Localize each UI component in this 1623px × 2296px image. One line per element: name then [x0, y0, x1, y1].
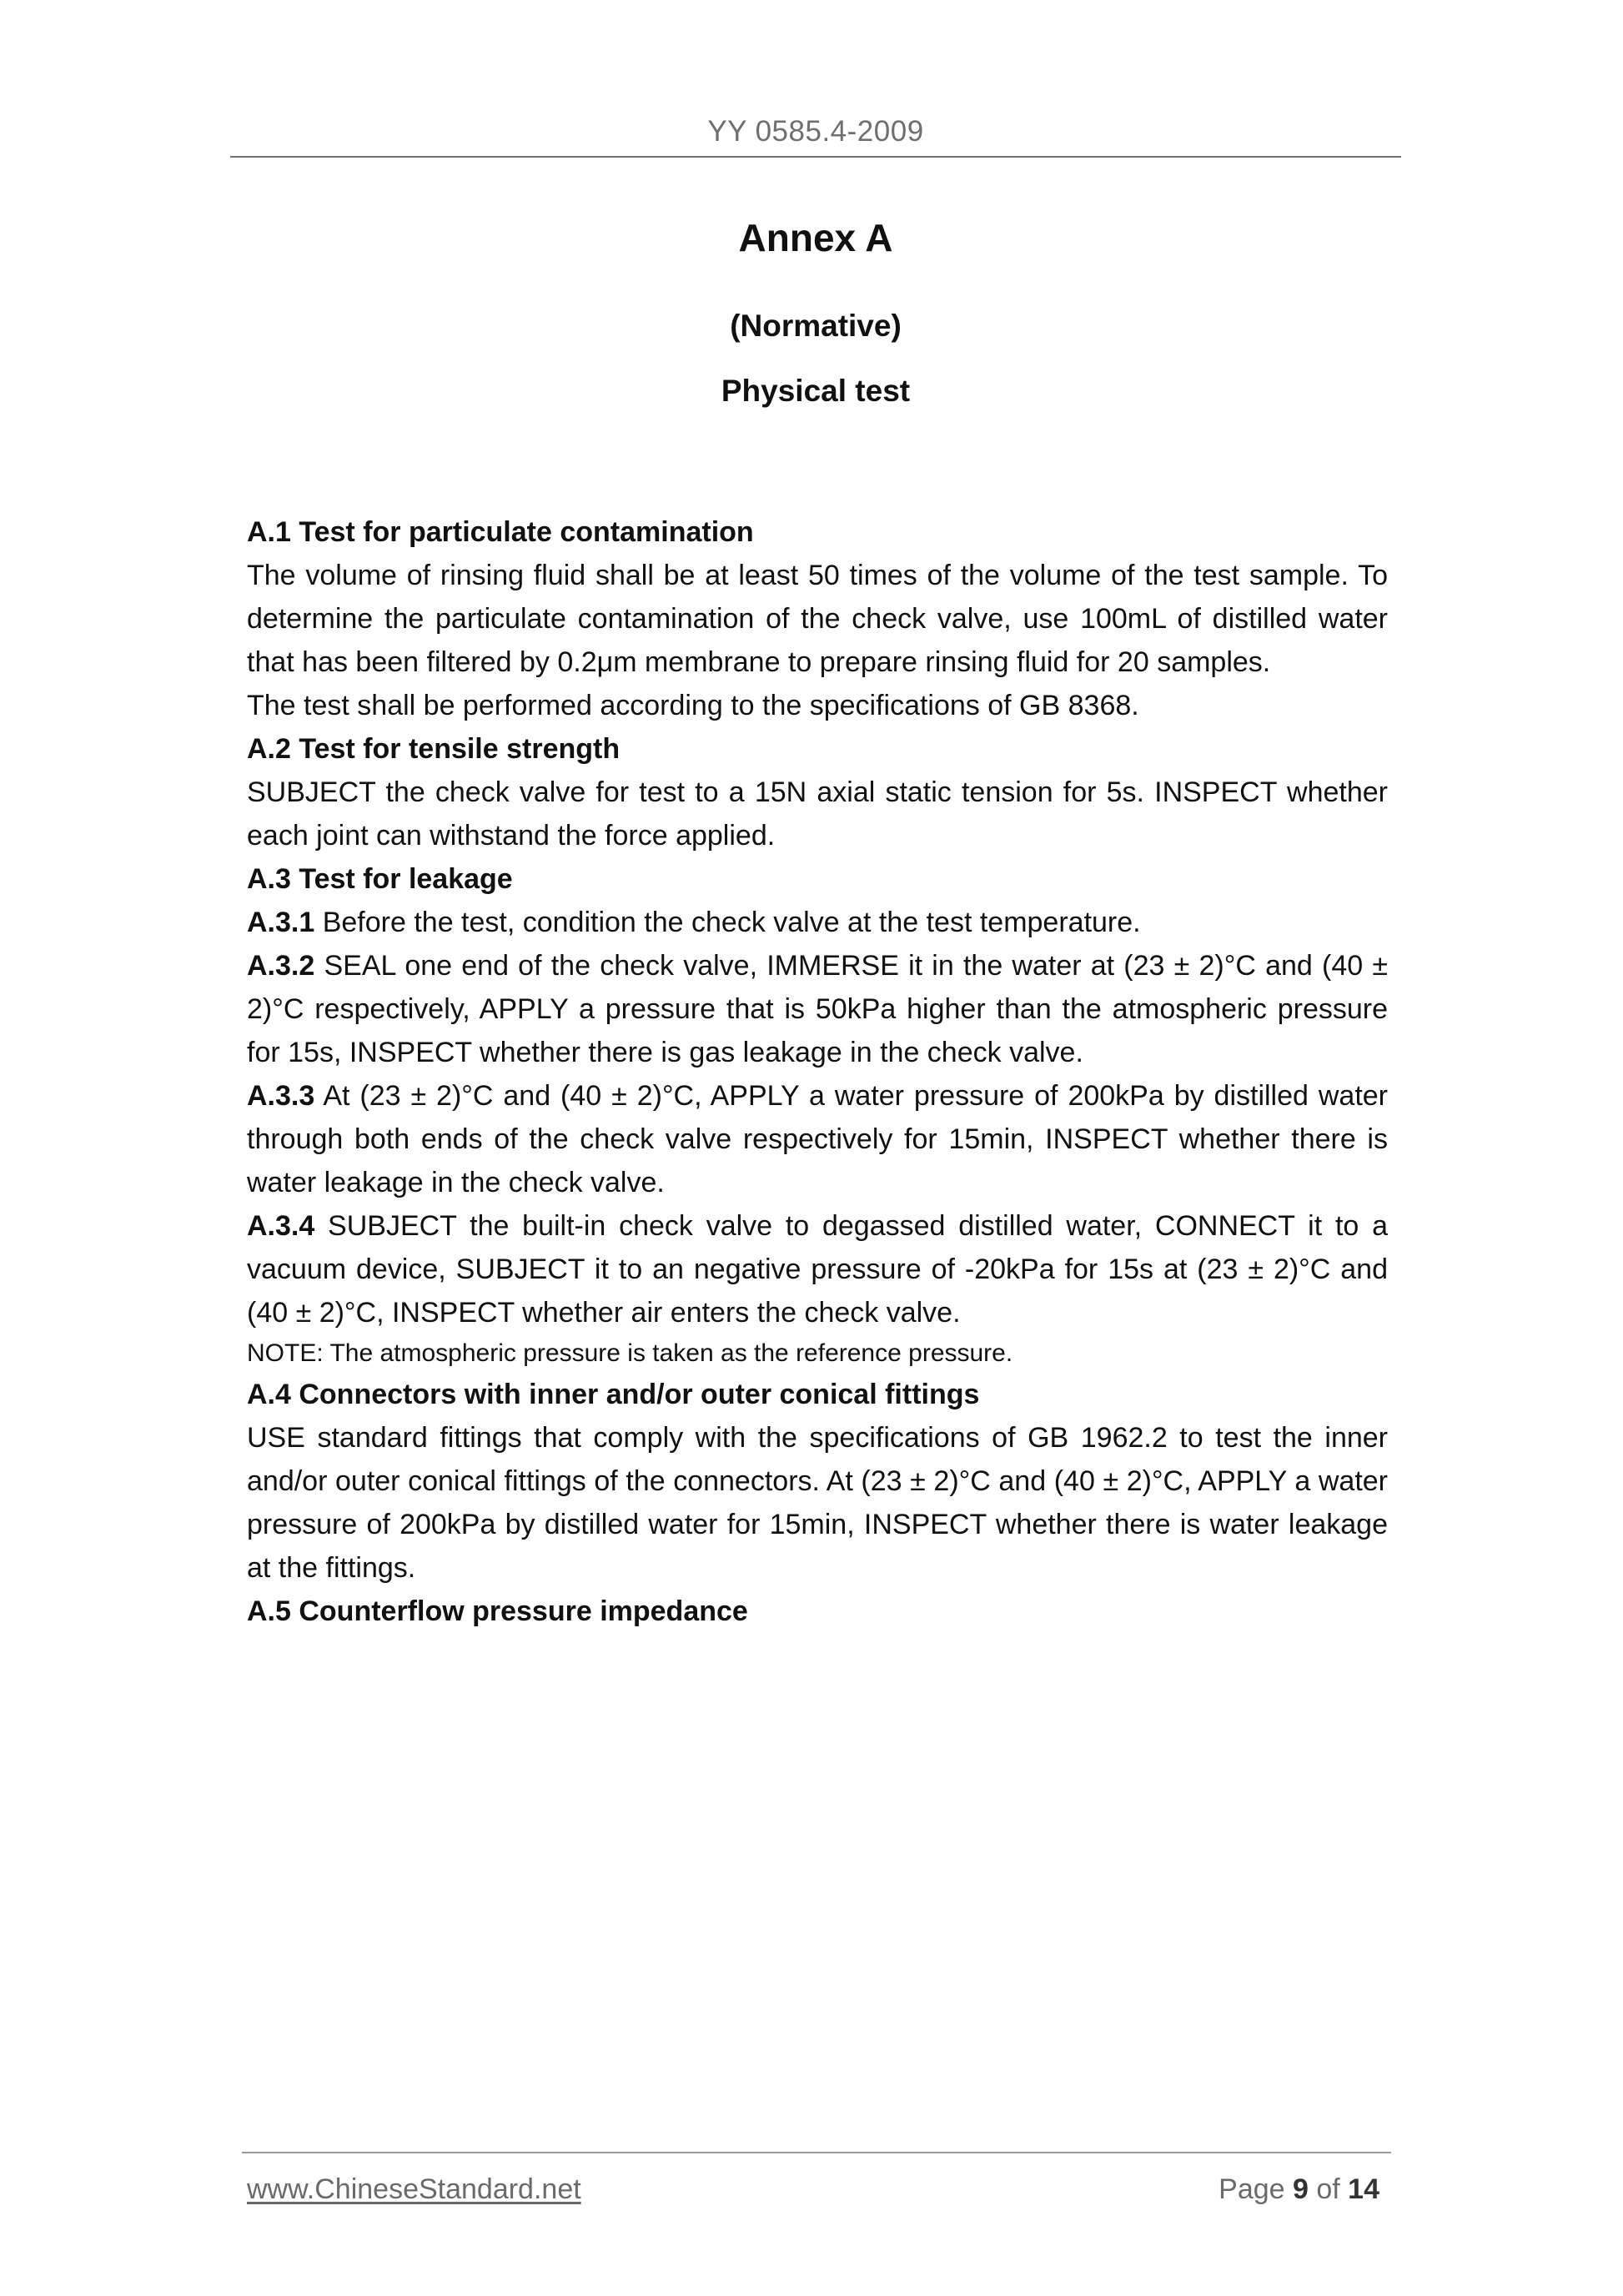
page-separator: of	[1308, 2173, 1349, 2205]
annex-type: (Normative)	[730, 309, 902, 343]
footer-divider	[242, 2152, 1391, 2153]
clause-text: At (23 ± 2)°C and (40 ± 2)°C, APPLY a water pressure of 200kPa by distilled water through both ends of the check valve respectively for 15min, INSPECT whether there is water leakage in the check valve.	[247, 1080, 1388, 1198]
page-current: 9	[1293, 2173, 1309, 2205]
section-heading-a2: A.2 Test for tensile strength	[247, 733, 621, 765]
section-heading-a5: A.5 Counterflow pressure impedance	[247, 1595, 748, 1627]
page-number	[1219, 2173, 1379, 2206]
clause-text: Before the test, condition the check valve at the test temperature.	[314, 907, 1141, 938]
paragraph-a4-fittings: USE standard fittings that comply with the specifications of GB 1962.2 to test the inner and/or outer conical fittings of the connectors. At (23 ± 2)°C and (40 ± 2)°C, APPLY a water pressure of 200kPa by distilled water for 15min, INSPECT whether there is water leakage at the fittings.	[247, 1422, 1388, 1584]
clause-number: A.3.4	[247, 1210, 315, 1242]
paragraph-a1-rinsing-fluid: The volume of rinsing fluid shall be at least 50 times of the volume of the test sample. To determine the particulate contamination of the check valve, use 100mL of distilled water that has been filtered by 0.2μm membrane to prepare rinsing fluid for 20 samples.	[247, 560, 1388, 678]
website-link[interactable]: www.ChineseStandard.net	[247, 2173, 581, 2205]
clause-text: SEAL one end of the check valve, IMMERSE it in the water at (23 ± 2)°C and (40 ± 2)°C respectively, APPLY a pressure that is 50kPa higher than the atmospheric pressure for 15s, INSPECT whether there is gas leakage in the check valve.	[247, 950, 1388, 1068]
paragraph-a2-tension: SUBJECT the check valve for test to a 15N axial static tension for 5s. INSPECT whether each joint can withstand the force applied.	[247, 776, 1388, 852]
clause-number: A.3.1	[247, 907, 315, 938]
page-prefix: Page	[1219, 2173, 1293, 2205]
clause-number: A.3.2	[247, 950, 315, 982]
paragraph-a1-gb8368: The test shall be performed according to the specifications of GB 8368.	[247, 690, 1139, 721]
clause-a3-3	[247, 1074, 1388, 1204]
note-reference-pressure: NOTE: The atmospheric pressure is taken as the reference pressure.	[247, 1339, 1013, 1367]
section-heading-a3: A.3 Test for leakage	[247, 863, 513, 895]
annex-subject: Physical test	[721, 374, 911, 408]
clause-a3-1	[247, 901, 1388, 944]
annex-title: Annex A	[738, 216, 893, 259]
clause-number: A.3.3	[247, 1080, 315, 1112]
document-body	[247, 510, 1388, 1633]
section-heading-a1: A.1 Test for particulate contamination	[247, 516, 754, 548]
clause-a3-4	[247, 1204, 1388, 1334]
standard-code: YY 0585.4-2009	[707, 115, 924, 148]
page-header	[230, 115, 1401, 148]
clause-a3-2	[247, 944, 1388, 1074]
section-heading-a4: A.4 Connectors with inner and/or outer conical fittings	[247, 1379, 980, 1410]
clause-text: SUBJECT the built-in check valve to degassed distilled water, CONNECT it to a vacuum device, SUBJECT it to an negative pressure of -20kPa for 15s at (23 ± 2)°C and (40 ± 2)°C, INSPECT whether air enters the check valve.	[247, 1210, 1388, 1329]
page-total: 14	[1348, 2173, 1379, 2205]
header-divider	[230, 156, 1401, 158]
